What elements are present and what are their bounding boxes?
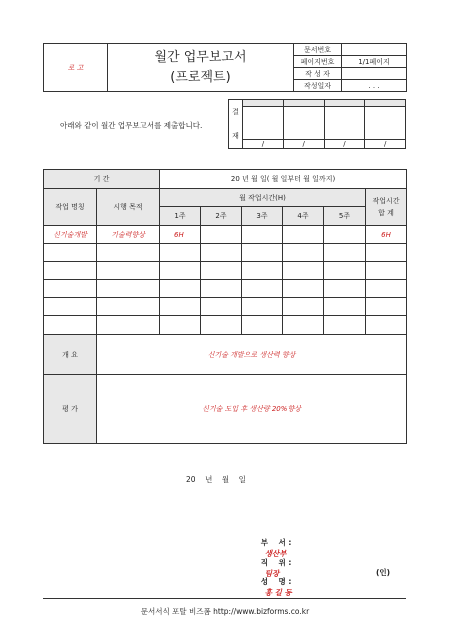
header-table — [43, 43, 407, 92]
row-task[interactable] — [44, 244, 97, 262]
approval-sign-4[interactable] — [365, 107, 406, 140]
row-w3[interactable] — [242, 316, 283, 335]
row-task[interactable] — [44, 298, 97, 316]
info-value-page-no: 1/1페이지 — [342, 56, 407, 68]
col-total-line1: 작업시간 — [372, 197, 400, 205]
row-w2[interactable] — [201, 226, 242, 244]
row-w5[interactable] — [324, 226, 366, 244]
approval-sign-1[interactable] — [243, 107, 284, 140]
row-w4[interactable] — [283, 244, 324, 262]
position-value[interactable]: 팀장 — [264, 569, 280, 578]
evaluation-value[interactable]: 신기술 도입 후 생산량 20%향상 — [97, 375, 407, 444]
row-w5[interactable] — [324, 316, 366, 335]
row-w4[interactable] — [283, 280, 324, 298]
table-row — [44, 298, 407, 316]
row-w5[interactable] — [324, 280, 366, 298]
row-w2[interactable] — [201, 280, 242, 298]
info-label-author: 작 성 자 — [294, 68, 342, 80]
dept-value[interactable]: 생산부 — [264, 549, 287, 558]
position-label: 직 위 : — [260, 558, 292, 567]
row-w5[interactable] — [324, 262, 366, 280]
approval-label-bottom: 재 — [232, 132, 239, 140]
row-w4[interactable] — [283, 316, 324, 335]
row-total[interactable] — [366, 262, 407, 280]
approval-label-cell — [229, 100, 243, 149]
table-row — [44, 244, 407, 262]
row-w4[interactable] — [283, 298, 324, 316]
row-w4[interactable] — [283, 226, 324, 244]
summary-label: 개 요 — [44, 335, 97, 375]
intro-text: 아래와 같이 월간 업무보고서를 제출합니다. — [60, 121, 203, 130]
approval-head-4 — [365, 100, 406, 107]
logo-cell — [44, 44, 108, 92]
summary-value[interactable]: 신기술 개발으로 생산력 향상 — [97, 335, 407, 375]
col-week-2: 2주 — [201, 207, 242, 226]
row-w3[interactable] — [242, 280, 283, 298]
evaluation-label: 평 가 — [44, 375, 97, 444]
info-label-page-no: 페이지번호 — [294, 56, 342, 68]
row-w5[interactable] — [324, 298, 366, 316]
row-w3[interactable] — [242, 244, 283, 262]
info-label-date: 작성일자 — [294, 80, 342, 92]
col-total — [366, 189, 407, 226]
row-w1[interactable] — [160, 316, 201, 335]
approval-sign-3[interactable] — [324, 107, 365, 140]
title-line1: 월간 업무보고서 — [154, 49, 247, 65]
row-total[interactable] — [366, 280, 407, 298]
row-total[interactable] — [366, 244, 407, 262]
approval-date-3: / — [324, 140, 365, 149]
seal-mark: (인) — [376, 568, 391, 577]
row-w1[interactable] — [160, 298, 201, 316]
table-row — [44, 226, 407, 244]
row-w2[interactable] — [201, 262, 242, 280]
row-w3[interactable] — [242, 226, 283, 244]
row-purpose[interactable]: 기술력향상 — [97, 226, 160, 244]
row-w2[interactable] — [201, 316, 242, 335]
info-value-doc-no — [342, 44, 407, 56]
table-row — [44, 316, 407, 335]
info-label-doc-no: 문서번호 — [294, 44, 342, 56]
work-table — [43, 169, 407, 444]
row-w2[interactable] — [201, 298, 242, 316]
row-w5[interactable] — [324, 244, 366, 262]
row-total[interactable] — [366, 316, 407, 335]
col-week-4: 4주 — [283, 207, 324, 226]
col-week-5: 5주 — [324, 207, 366, 226]
title-cell — [108, 44, 294, 92]
info-value-author — [342, 68, 407, 80]
col-monthly-hours: 월 작업시간(H) — [160, 189, 366, 207]
signature-name — [256, 567, 292, 598]
row-w1[interactable]: 6H — [160, 226, 201, 244]
name-label: 성 명 : — [260, 577, 292, 586]
col-week-1: 1주 — [160, 207, 201, 226]
approval-head-1 — [243, 100, 284, 107]
row-task[interactable] — [44, 316, 97, 335]
row-w1[interactable] — [160, 280, 201, 298]
row-w2[interactable] — [201, 244, 242, 262]
col-task-name: 작업 명칭 — [44, 189, 97, 226]
row-w3[interactable] — [242, 298, 283, 316]
footer-text: 문서서식 포탈 비즈폼 http://www.bizforms.co.kr — [140, 607, 310, 616]
row-task[interactable] — [44, 280, 97, 298]
table-row — [44, 280, 407, 298]
date-line: 20 년 월 일 — [186, 475, 246, 484]
row-w1[interactable] — [160, 244, 201, 262]
row-purpose[interactable] — [97, 244, 160, 262]
row-purpose[interactable] — [97, 298, 160, 316]
row-w1[interactable] — [160, 262, 201, 280]
col-total-line2: 합 계 — [378, 209, 394, 217]
table-row — [44, 262, 407, 280]
approval-sign-2[interactable] — [283, 107, 324, 140]
row-total[interactable]: 6H — [366, 226, 407, 244]
row-total[interactable] — [366, 298, 407, 316]
approval-date-4: / — [365, 140, 406, 149]
dept-label: 부 서 : — [260, 538, 292, 547]
row-purpose[interactable] — [97, 262, 160, 280]
approval-head-3 — [324, 100, 365, 107]
logo-text: 로 고 — [67, 63, 84, 72]
info-value-date: . . . — [342, 80, 407, 92]
col-week-3: 3주 — [242, 207, 283, 226]
row-task[interactable] — [44, 262, 97, 280]
row-w4[interactable] — [283, 262, 324, 280]
title-line2: (프로젝트) — [170, 69, 231, 85]
col-purpose: 시행 목적 — [97, 189, 160, 226]
row-w3[interactable] — [242, 262, 283, 280]
period-value[interactable]: 20 년 월 일( 월 일부터 월 일까지) — [160, 170, 407, 189]
approval-date-2: / — [283, 140, 324, 149]
approval-label-top: 결 — [232, 108, 239, 116]
period-label: 기 간 — [44, 170, 160, 189]
footer-divider — [43, 598, 406, 599]
row-purpose[interactable] — [97, 316, 160, 335]
row-task[interactable]: 신기술개발 — [44, 226, 97, 244]
row-purpose[interactable] — [97, 280, 160, 298]
approval-table — [228, 99, 406, 149]
approval-date-1: / — [243, 140, 284, 149]
name-value[interactable]: 홍 길 동 — [264, 588, 292, 597]
approval-head-2 — [283, 100, 324, 107]
